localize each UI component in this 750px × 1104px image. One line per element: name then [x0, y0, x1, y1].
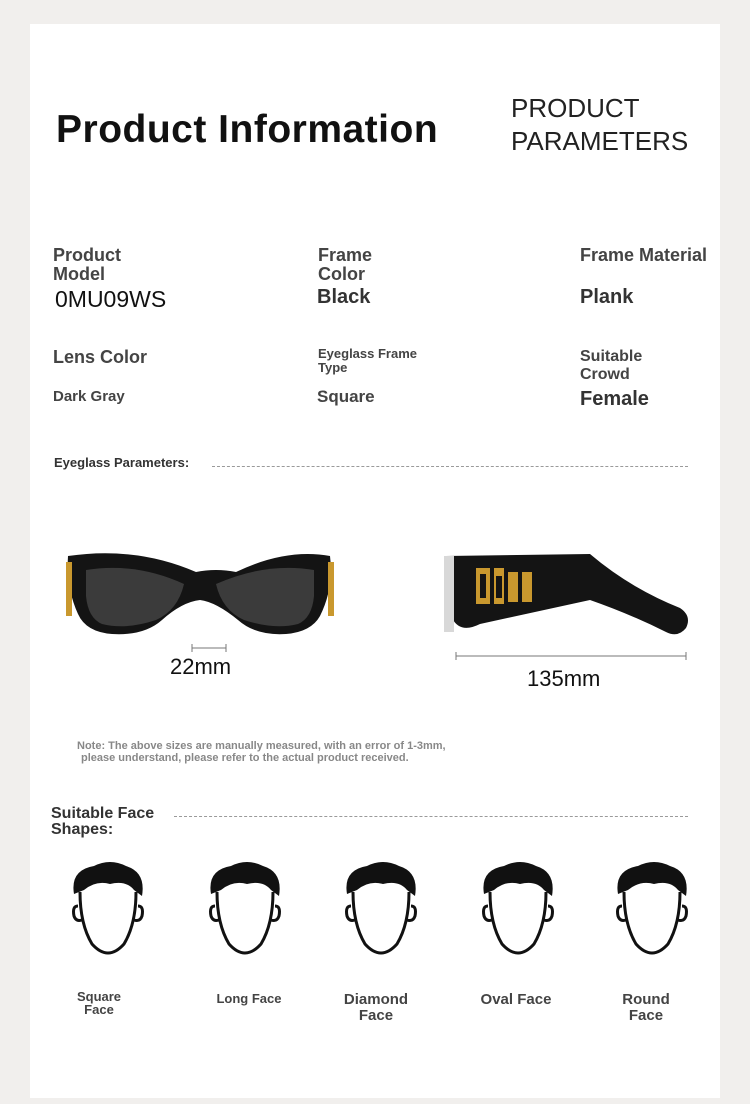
round-face-icon: [614, 862, 690, 964]
temple-dimension-line: [454, 651, 688, 661]
face-label-round: Round Face: [622, 991, 670, 1024]
subtitle-line-2: PARAMETERS: [511, 126, 689, 156]
subtitle-line-1: PRODUCT: [511, 93, 640, 123]
lens-color-label: Lens Color: [53, 347, 148, 367]
frame-material-label: Frame Material: [580, 245, 708, 265]
frame-color-label: Frame Color: [318, 245, 373, 284]
diamond-face-icon: [343, 862, 419, 964]
section-divider: [212, 466, 688, 467]
product-model-label: Product Model: [53, 245, 122, 284]
square-face-icon: [70, 862, 146, 964]
eyeglass-parameters-heading: Eyeglass Parameters:: [54, 455, 190, 470]
note-line-2: please understand, please refer to the actual product received.: [81, 752, 409, 764]
long-face-icon: [207, 862, 283, 964]
face-label-oval: Oval Face: [480, 991, 552, 1008]
lens-color-value: Dark Gray: [53, 388, 125, 405]
frame-color-value: Black: [317, 286, 371, 308]
suitable-crowd-value: Female: [580, 388, 649, 410]
bridge-width-value: 22mm: [170, 654, 232, 679]
temple-length-value: 135mm: [527, 666, 601, 691]
bridge-dimension-line: [190, 643, 228, 653]
frame-type-label: Eyeglass Frame Type: [318, 346, 418, 375]
face-shapes-heading: Suitable Face Shapes:: [51, 805, 155, 838]
measurement-note: [77, 740, 547, 764]
face-section-divider: [174, 816, 688, 817]
frame-material-value: Plank: [580, 286, 634, 308]
oval-face-icon: [480, 862, 556, 964]
face-label-long: Long Face: [216, 991, 282, 1006]
glasses-front-view: [66, 548, 334, 638]
face-label-diamond: Diamond Face: [343, 991, 409, 1024]
face-label-square: Square Face: [76, 989, 122, 1017]
note-line-1: Note: The above sizes are manually measured, with an error of 1-3mm,: [77, 740, 446, 752]
page-title: Product Information: [56, 108, 439, 151]
suitable-crowd-label: Suitable Crowd: [580, 348, 643, 383]
product-model-value: 0MU09WS: [55, 286, 167, 312]
glasses-side-view: [440, 548, 692, 640]
frame-type-value: Square: [317, 387, 375, 406]
page-subtitle: [511, 92, 711, 158]
